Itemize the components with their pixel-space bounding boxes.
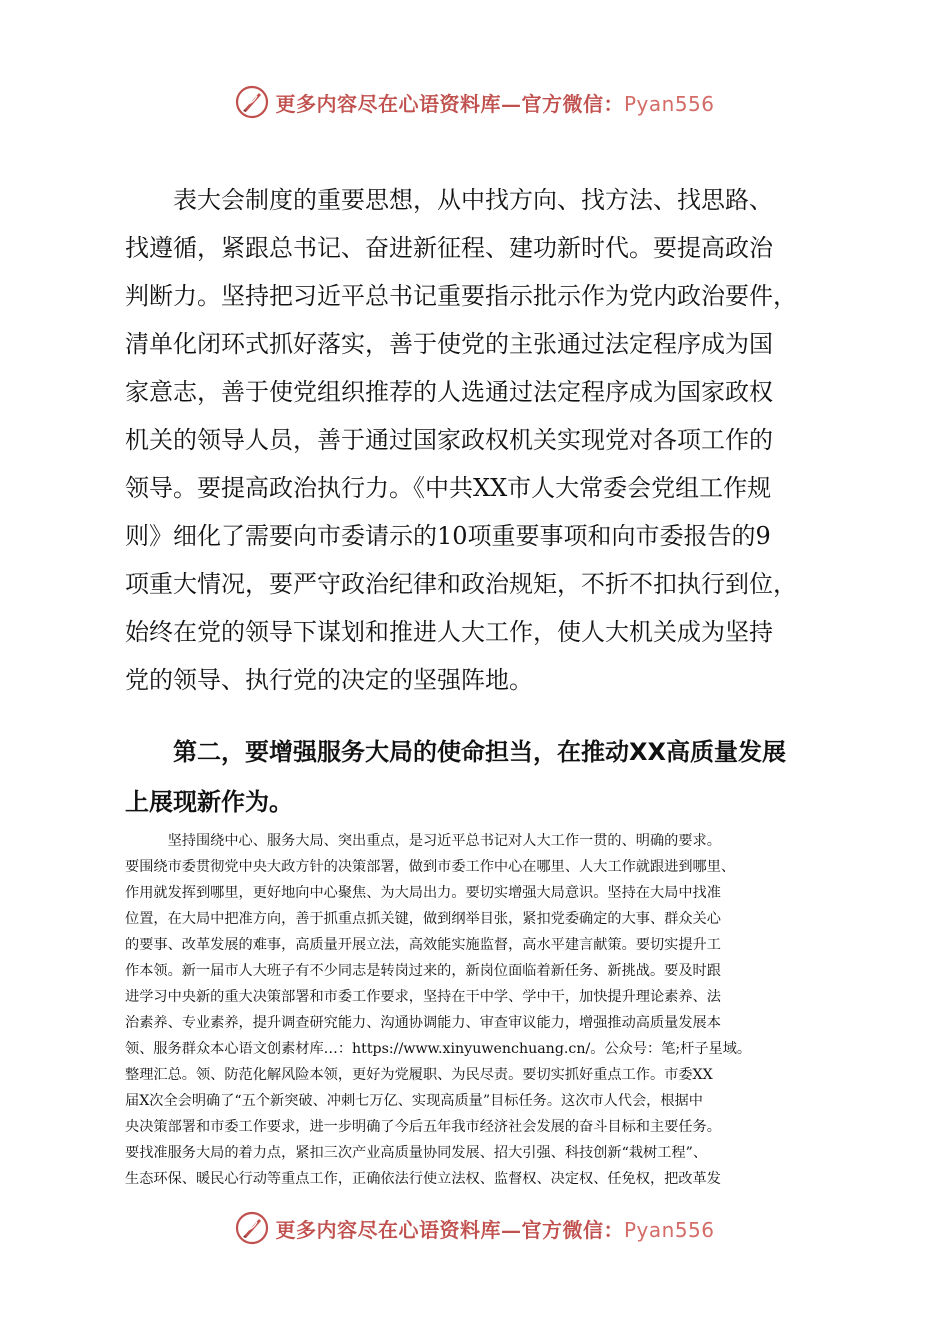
text-line: 生态环保、暖民心行动等重点工作，正确依法行使立法权、监督权、决定权、任免权，把改革发 [125,1171,721,1187]
text-line: 领导。要提高政治执行力。《中共XX市人大常委会党组工作规 [125,474,772,502]
text-line: 党的领导、执行党的决定的坚强阵地。 [125,666,533,694]
text-line: 领、服务群众本心语文创素材库…：https://www.xinyuwenchuang.cn/。公众号：笔;杆子星域。 [125,1041,752,1057]
text-line: 机关的领导人员，善于通过国家政权机关实现党对各项工作的 [125,426,773,454]
text-line: 要围绕市委贯彻党中央大政方针的决策部署，做到市委工作中心在哪里、人大工作就跟进到哪里、 [125,859,736,875]
banner-label: 更多内容尽在心语资料库—官方微信： [275,1217,624,1242]
banner-wechat-handle: Pyan556 [623,91,715,116]
header-watermark-banner [0,82,950,122]
text-line: 的要事、改革发展的难事，高质量开展立法，高效能实施监督，高水平建言献策。要切实提升工 [125,937,721,953]
text-line: 表大会制度的重要思想，从中找方向、找方法、找思路、 [125,186,773,214]
text-line: 央决策部署和市委工作要求，进一步明确了今后五年我市经济社会发展的奋斗目标和主要任务。 [125,1119,721,1135]
text-line: 位置，在大局中把准方向，善于抓重点抓关键，做到纲举目张，紧扣党委确定的大事、群众关心 [125,911,721,927]
banner-label: 更多内容尽在心语资料库—官方微信： [275,91,624,116]
text-line: 始终在党的领导下谋划和推进人大工作，使人大机关成为坚持 [125,618,773,646]
text-line: 届X次全会明确了“五个新突破、冲刺七万亿、实现高质量”目标任务。这次市人代会，根据中 [125,1093,703,1109]
text-line: 作用就发挥到哪里，更好地向中心聚焦、为大局出力。要切实增强大局意识。坚持在大局中找准 [125,885,721,901]
text-line: 则》细化了需要向市委请示的10项重要事项和向市委报告的9 [125,522,771,550]
text-line: 判断力。坚持把习近平总书记重要指示批示作为党内政治要件， [125,282,797,310]
heading-line: 第二，要增强服务大局的使命担当，在推动XX高质量发展 [125,738,787,766]
text-line: 整理汇总。领、防范化解风险本领，更好为党履职、为民尽责。要切实抓好重点工作。市委XX [125,1067,713,1083]
text-line: 项重大情况，要严守政治纪律和政治规矩，不折不扣执行到位， [125,570,797,598]
text-line: 治素养、专业素养，提升调查研究能力、沟通协调能力、审查审议能力，增强推动高质量发展本 [125,1015,721,1031]
text-line: 作本领。新一届市人大班子有不少同志是转岗过来的，新岗位面临着新任务、新挑战。要及时跟 [125,963,721,979]
quill-logo-icon [235,85,269,119]
text-line: 要找准服务大局的着力点，紧扣三次产业高质量协同发展、招大引强、科技创新“栽树工程”、 [125,1145,708,1161]
text-line: 进学习中央新的重大决策部署和市委工作要求，坚持在干中学、学中干，加快提升理论素养、法 [125,989,721,1005]
banner-text [275,88,714,117]
quill-logo-icon [235,1211,269,1245]
text-line: 清单化闭环式抓好落实，善于使党的主张通过法定程序成为国 [125,330,773,358]
text-line: 家意志，善于使党组织推荐的人选通过法定程序成为国家政权 [125,378,773,406]
banner-text [275,1214,714,1243]
heading-line: 上展现新作为。 [125,788,293,816]
footer-watermark-banner [0,1208,950,1248]
text-line: 找遵循，紧跟总书记、奋进新征程、建功新时代。要提高政治 [125,234,773,262]
banner-wechat-handle: Pyan556 [623,1217,715,1242]
text-line: 坚持围绕中心、服务大局、突出重点，是习近平总书记对人大工作一贯的、明确的要求。 [125,833,721,849]
